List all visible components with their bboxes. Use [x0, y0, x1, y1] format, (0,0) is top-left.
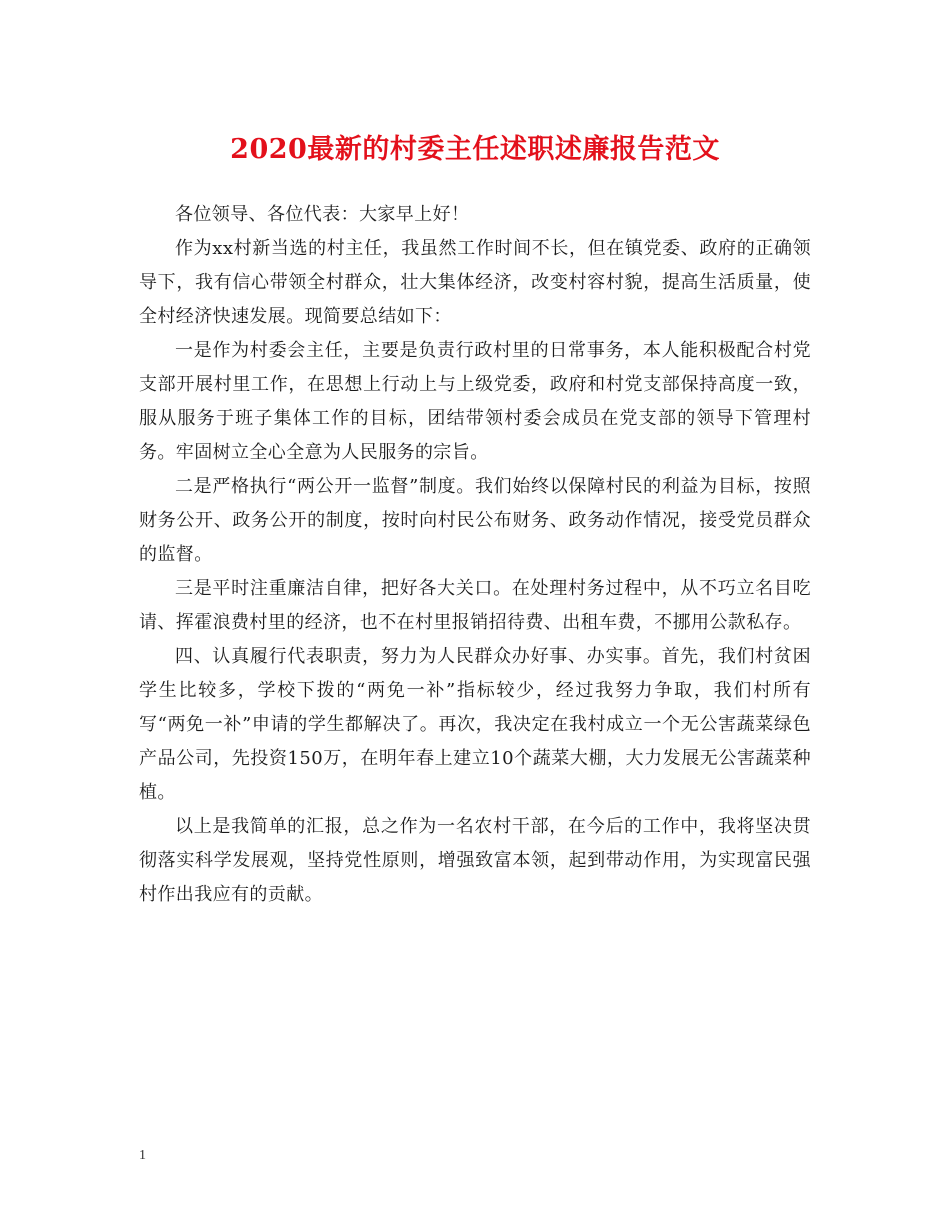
intro-paragraph: 作为xx村新当选的村主任，我虽然工作时间不长，但在镇党委、政府的正确领导下，我有信心带领全村群众，壮大集体经济，改变村容村貌，提高生活质量，使全村经济快速发展。现简要总结如下： — [139, 238, 811, 327]
page-number: 1 — [139, 1148, 146, 1163]
point-three-paragraph: 三是平时注重廉洁自律，把好各大关口。在处理村务过程中，从不巧立名目吃请、挥霍浪费村里的经济，也不在村里报销招待费、出租车费，不挪用公款私存。 — [139, 578, 811, 633]
point-two-paragraph: 二是严格执行“两公开一监督”制度。我们始终以保障村民的利益为目标，按照财务公开、政务公开的制度，按时向村民公布财务、政务动作情况，接受党员群众的监督。 — [139, 476, 811, 565]
point-four-paragraph: 四、认真履行代表职责，努力为人民群众办好事、办实事。首先，我们村贫困学生比较多，学校下拨的“两免一补”指标较少，经过我努力争取，我们村所有写“两免一补”申请的学生都解决了。再次，我决定在我村成立一个无公害蔬菜绿色产品公司，先投资150万，在明年春上建立10个蔬菜大棚，大力发展无公害蔬菜种植。 — [139, 646, 811, 803]
greeting-paragraph: 各位领导、各位代表：大家早上好！ — [175, 204, 470, 225]
page-title: 2020最新的村委主任述职述廉报告范文 — [230, 134, 720, 165]
conclusion-paragraph: 以上是我简单的汇报，总之作为一名农村干部，在今后的工作中，我将坚决贯彻落实科学发展观，坚持党性原则，增强致富本领，起到带动作用，为实现富民强村作出我应有的贡献。 — [139, 816, 811, 905]
point-one-paragraph: 一是作为村委会主任，主要是负责行政村里的日常事务，本人能积极配合村党支部开展村里工作，在思想上行动上与上级党委，政府和村党支部保持高度一致，服从服务于班子集体工作的目标，团结带领村委会成员在党支部的领导下管理村务。牢固树立全心全意为人民服务的宗旨。 — [139, 340, 811, 463]
document-body — [139, 198, 811, 912]
